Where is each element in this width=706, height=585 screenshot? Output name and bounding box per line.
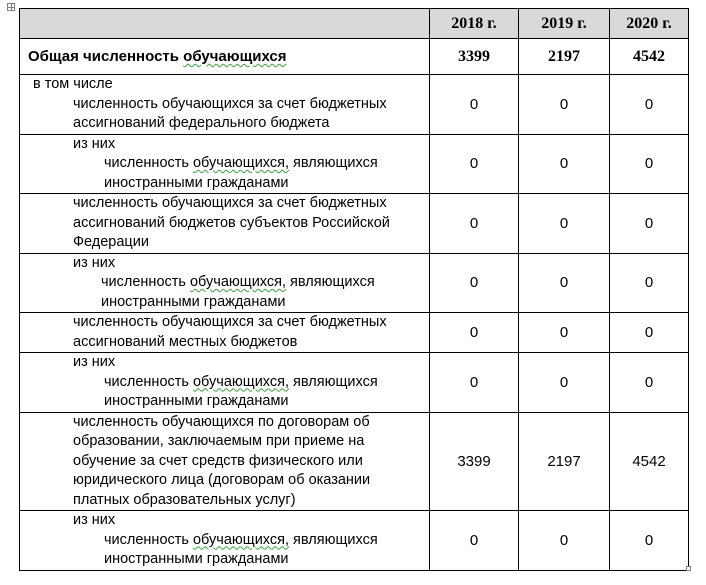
row-label-line: платных образовательных услуг)	[73, 491, 296, 508]
table-row	[20, 194, 689, 254]
value-2019: 0	[519, 253, 610, 313]
table-row	[20, 134, 689, 194]
value-2020: 0	[610, 353, 689, 413]
total-label-underlined: обучающихся	[183, 47, 287, 65]
value-2020: 4542	[610, 412, 689, 511]
total-value-2020: 4542	[610, 39, 689, 75]
row-label-line: численность обучающихся за счет бюджетных	[73, 95, 387, 112]
row-label	[20, 194, 430, 254]
in-total-label: в том числе	[33, 76, 113, 92]
value-2019: 2197	[519, 412, 610, 511]
table-row	[20, 353, 689, 413]
table-resize-handle[interactable]	[686, 566, 691, 571]
row-label	[20, 75, 430, 135]
row-label-line: ассигнований местных бюджетов	[73, 333, 298, 350]
value-2018: 0	[430, 353, 519, 413]
row-label-line: Федерации	[73, 234, 149, 250]
value-2020: 0	[610, 194, 689, 254]
row-label	[20, 134, 430, 194]
value-2018: 3399	[430, 412, 519, 511]
of-them-label: из них	[73, 254, 116, 271]
row-label-line: численность обучающихся, являющихся	[104, 531, 378, 548]
value-2020: 0	[610, 313, 689, 353]
row-label-line: образовании, заключаемым при приеме на	[73, 433, 365, 449]
header-year-2019: 2019 г.	[519, 9, 610, 39]
value-2019: 0	[519, 194, 610, 254]
row-label-line: ассигнований федерального бюджета	[73, 115, 330, 131]
value-2019: 0	[519, 353, 610, 413]
students-count-table	[19, 8, 689, 571]
header-empty-cell	[20, 9, 430, 39]
total-row	[20, 39, 689, 75]
row-label	[20, 511, 430, 571]
value-2018: 0	[430, 511, 519, 571]
row-label-line: ассигнований бюджетов субъектов Российской	[73, 214, 390, 231]
row-label-line: обучение за счет средств физического или	[73, 452, 363, 469]
row-label-line: численность обучающихся за счет бюджетных	[73, 314, 387, 330]
value-2019: 0	[519, 75, 610, 135]
row-label-line: численность обучающихся, являющихся	[104, 373, 378, 390]
value-2019: 0	[519, 134, 610, 194]
value-2018: 0	[430, 134, 519, 194]
row-label-line: юридического лица (договорам об оказании	[73, 472, 371, 488]
row-label	[20, 313, 430, 353]
table-move-handle-icon[interactable]	[7, 3, 15, 11]
of-them-label: из них	[73, 354, 116, 370]
row-label-line: иностранными гражданами	[104, 393, 289, 409]
total-value-2018: 3399	[430, 39, 519, 75]
row-label-line: численность обучающихся за счет бюджетных	[73, 195, 387, 211]
table-row	[20, 313, 689, 353]
table-row	[20, 253, 689, 313]
value-2020: 0	[610, 253, 689, 313]
value-2020: 0	[610, 75, 689, 135]
row-label	[20, 412, 430, 511]
value-2019: 0	[519, 313, 610, 353]
value-2020: 0	[610, 134, 689, 194]
row-label	[20, 253, 430, 313]
value-2019: 0	[519, 511, 610, 571]
row-label-line: иностранными гражданами	[101, 293, 286, 310]
table-row	[20, 75, 689, 135]
total-label-text: Общая численность	[28, 47, 184, 65]
value-2018: 0	[430, 313, 519, 353]
row-label-line: иностранными гражданами	[104, 174, 289, 191]
value-2018: 0	[430, 253, 519, 313]
row-label-line: численность обучающихся, являющихся	[104, 155, 378, 171]
total-value-2019: 2197	[519, 39, 610, 75]
value-2018: 0	[430, 75, 519, 135]
table-header-row	[20, 9, 689, 39]
header-year-2018: 2018 г.	[430, 9, 519, 39]
total-label	[20, 39, 430, 75]
of-them-label: из них	[73, 512, 116, 528]
row-label-line: численность обучающихся по договорам об	[73, 413, 370, 430]
value-2018: 0	[430, 194, 519, 254]
row-label-line: иностранными гражданами	[104, 551, 289, 567]
header-year-2020: 2020 г.	[610, 9, 689, 39]
of-them-label: из них	[73, 135, 116, 152]
table-row	[20, 412, 689, 511]
row-label	[20, 353, 430, 413]
table-row	[20, 511, 689, 571]
row-label-line: численность обучающихся, являющихся	[101, 274, 375, 290]
value-2020: 0	[610, 511, 689, 571]
